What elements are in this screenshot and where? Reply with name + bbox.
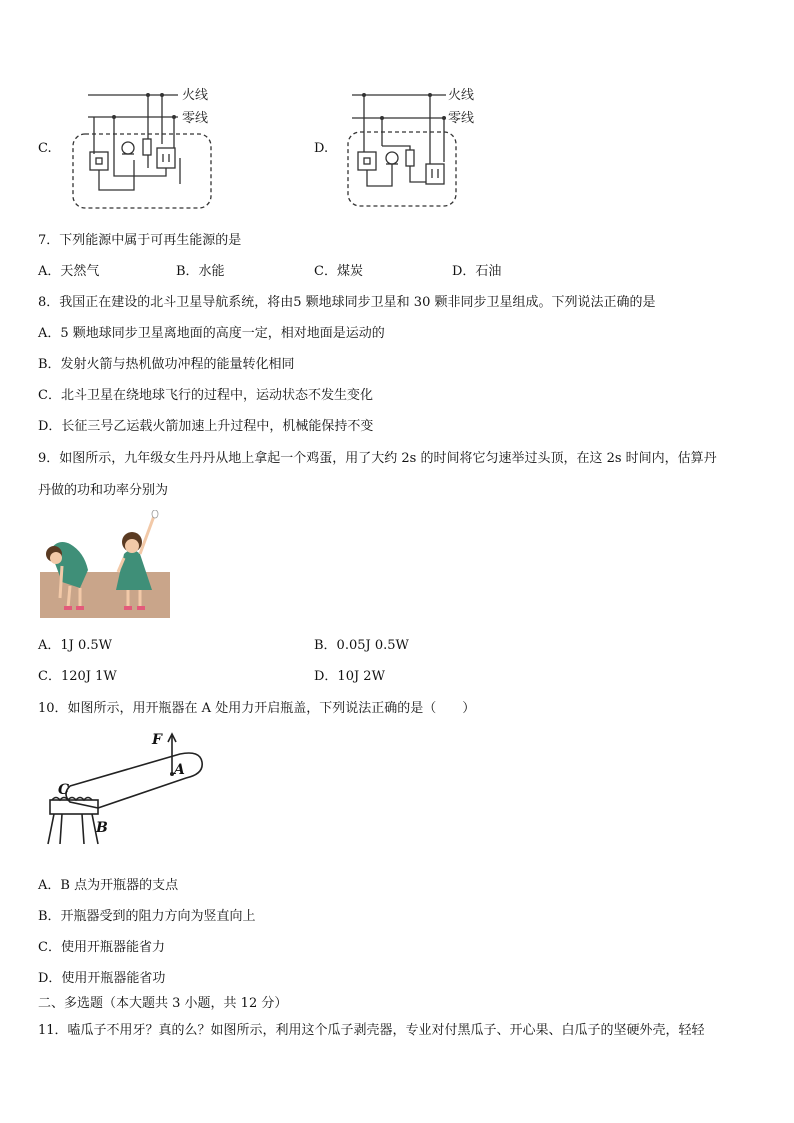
neutral-wire-label-c: 零线 <box>182 111 209 126</box>
question-9-stem-line2: 丹做的功和功率分别为 <box>38 483 169 498</box>
live-wire-label-c: 火线 <box>182 88 209 103</box>
force-label: F <box>152 732 162 748</box>
q8-option-d: D．长征三号乙运载火箭加速上升过程中，机械能保持不变 <box>38 419 374 434</box>
circuit-diagram-d <box>340 82 500 212</box>
q9-option-a: A．1J 0.5W <box>38 638 113 653</box>
q8-option-c: C．北斗卫星在绕地球飞行的过程中，运动状态不发生变化 <box>38 388 373 403</box>
q10-option-b: B．开瓶器受到的阻力方向为竖直向上 <box>38 909 256 924</box>
option-d-label: D. <box>314 141 329 156</box>
section-2-heading: 二、多选题（本大题共 3 小题，共 12 分） <box>38 996 288 1011</box>
question-10-stem: 10．如图所示，用开瓶器在 A 处用力开启瓶盖，下列说法正确的是（ ） <box>38 701 476 716</box>
circuit-diagram-c <box>70 84 230 212</box>
question-7-stem: 7．下列能源中属于可再生能源的是 <box>38 233 242 248</box>
q8-option-b: B．发射火箭与热机做功冲程的能量转化相同 <box>38 357 295 372</box>
q9-option-d: D．10J 2W <box>314 669 385 684</box>
point-b-label: B <box>96 820 108 836</box>
q7-option-a: A．天然气 <box>38 264 100 279</box>
question-8-stem: 8．我国正在建设的北斗卫星导航系统，将由5 颗地球同步卫星和 30 颗非同步卫星组成。下列说法正确的是 <box>38 295 656 310</box>
option-c-label: C. <box>38 141 52 156</box>
point-c-label: C <box>58 782 70 798</box>
girl-lifting-egg-illustration <box>40 510 170 618</box>
question-9-stem-line1: 9．如图所示，九年级女生丹丹从地上拿起一个鸡蛋，用了大约 2s 的时间将它匀速举过头顶，在这 2s 时间内，估算丹 <box>38 451 717 466</box>
q10-option-a: A．B 点为开瓶器的支点 <box>38 878 179 893</box>
live-wire-label-d: 火线 <box>448 88 475 103</box>
question-11-stem: 11．嗑瓜子不用牙？真的么？如图所示，利用这个瓜子剥壳器，专业对付黑瓜子、开心果、白瓜子的坚硬外壳，轻轻 <box>38 1023 705 1038</box>
q8-option-a: A．5 颗地球同步卫星离地面的高度一定，相对地面是运动的 <box>38 326 385 341</box>
q9-option-b: B．0.05J 0.5W <box>314 638 409 653</box>
q10-option-c: C．使用开瓶器能省力 <box>38 940 165 955</box>
bottle-opener-diagram <box>40 728 220 856</box>
q10-option-d: D．使用开瓶器能省功 <box>38 971 166 986</box>
point-a-label: A <box>174 762 185 778</box>
q7-option-c: C．煤炭 <box>314 264 363 279</box>
neutral-wire-label-d: 零线 <box>448 111 475 126</box>
q7-option-d: D．石油 <box>452 264 502 279</box>
q9-option-c: C．120J 1W <box>38 669 117 684</box>
q7-option-b: B．水能 <box>176 264 225 279</box>
